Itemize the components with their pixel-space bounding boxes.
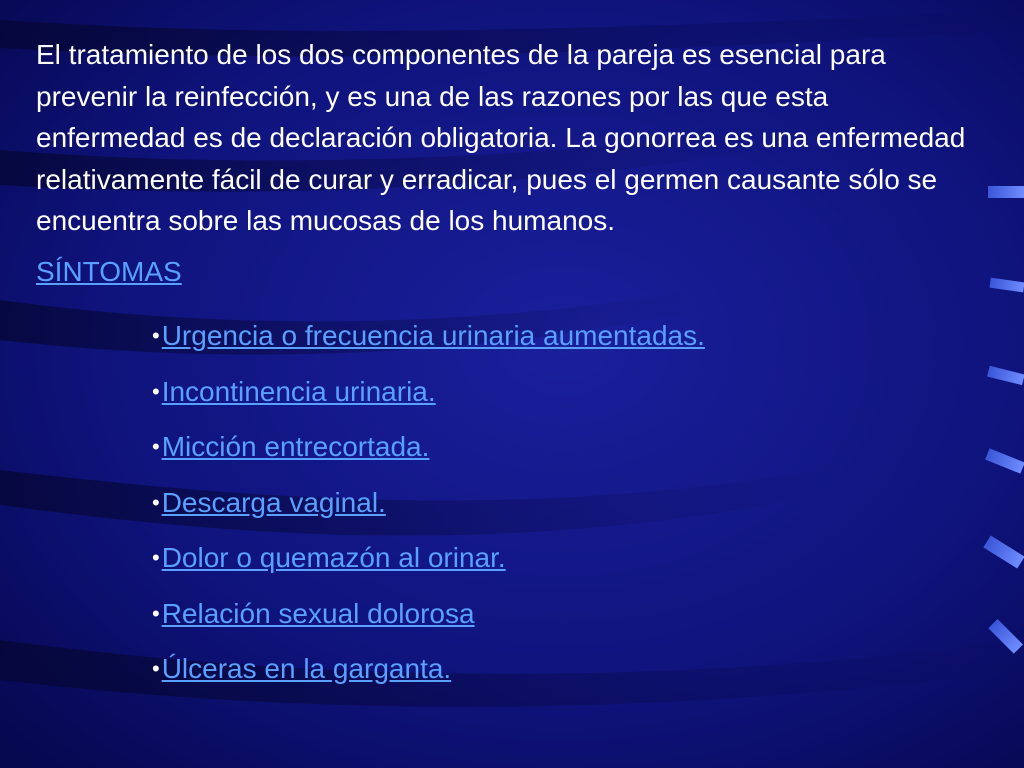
- symptom-link-descarga[interactable]: Descarga vaginal.: [161, 486, 386, 518]
- body-paragraph: El tratamiento de los dos componentes de la pareja es esencial para prevenir la reinfección, y es una de las razones por las que esta enfermedad es de declaración obligatoria. La gonorrea es una enfermedad relativamente fácil de curar y erradicar, pues el germen causante sólo se encuentra sobre las mucosas de los humanos.: [36, 39, 966, 236]
- bullet-icon: •: [152, 434, 160, 459]
- bullet-icon: •: [152, 545, 160, 570]
- slide-content: [36, 34, 996, 290]
- list-item: [152, 429, 705, 485]
- list-item: [152, 651, 705, 707]
- symptoms-list: [152, 318, 705, 707]
- bullet-icon: •: [152, 378, 160, 404]
- symptom-link-dolor[interactable]: Dolor o quemazón al orinar.: [161, 542, 506, 573]
- bullet-icon: •: [152, 656, 160, 681]
- bullet-icon: •: [152, 600, 160, 626]
- list-item: [152, 374, 705, 430]
- list-item: [152, 596, 705, 652]
- list-item: [152, 318, 705, 374]
- symptom-link-miccion[interactable]: Micción entrecortada.: [161, 431, 430, 462]
- bullet-icon: •: [152, 489, 160, 515]
- symptoms-heading-link[interactable]: SÍNTOMAS: [36, 255, 182, 287]
- symptom-link-urgencia[interactable]: Urgencia o frecuencia urinaria aumentadas.: [161, 320, 705, 351]
- symptom-link-ulceras[interactable]: Úlceras en la garganta.: [161, 653, 452, 684]
- list-item: [152, 485, 705, 541]
- list-item: [152, 540, 705, 596]
- symptom-link-incontinencia[interactable]: Incontinencia urinaria.: [161, 375, 436, 407]
- bullet-icon: •: [152, 323, 160, 348]
- symptom-link-relacion[interactable]: Relación sexual dolorosa: [161, 597, 475, 629]
